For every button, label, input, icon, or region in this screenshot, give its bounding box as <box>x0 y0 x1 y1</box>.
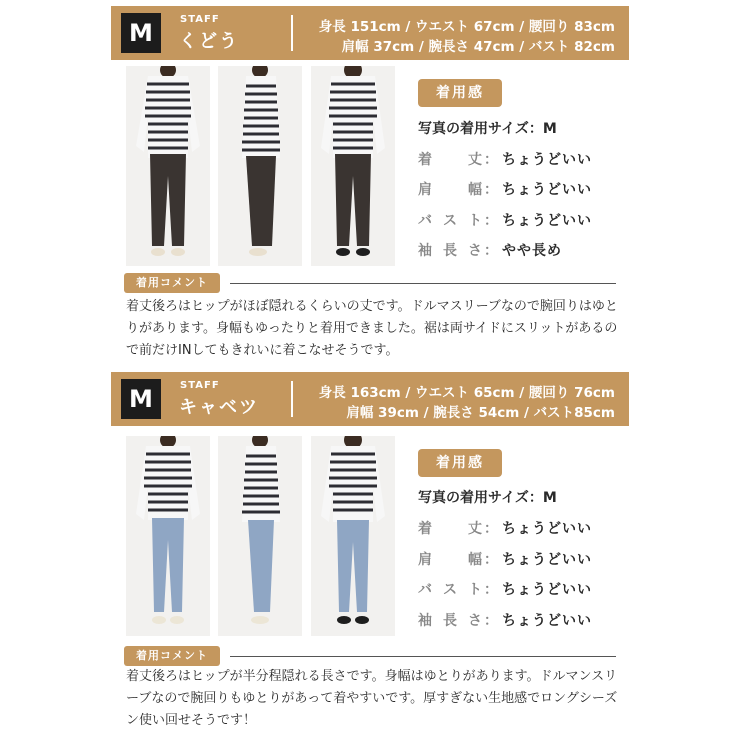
model-back-figure <box>311 436 395 636</box>
fit-row-bust: バ ス ト ： ちょうどいい <box>418 210 618 230</box>
size-badge: M <box>121 13 161 53</box>
model-back-figure <box>311 66 395 266</box>
staff-name: キャベツ <box>179 397 259 418</box>
photo-side <box>218 66 302 266</box>
fit-row-sleeve: 袖 長 さ ： やや長め <box>418 240 618 260</box>
fit-row-shoulder: 肩 幅 ： ちょうどいい <box>418 179 618 199</box>
photo-front <box>126 66 210 266</box>
measurements-line-1: 身長 151cm / ウエスト 67cm / 腰回り 83cm <box>318 19 615 35</box>
photo-side <box>218 436 302 636</box>
comment-divider <box>230 283 616 284</box>
staff-header <box>111 6 629 60</box>
fit-row-label: 肩 幅 <box>418 182 482 198</box>
fit-size-text: 写真の着用サイズ：M <box>418 490 557 506</box>
staff-header <box>111 372 629 426</box>
fit-row-label: 着 丈 <box>418 152 482 168</box>
fit-row-label: 袖 長 さ <box>418 243 482 259</box>
fit-row-value: ちょうどいい <box>502 552 592 568</box>
comment-divider <box>230 656 616 657</box>
photo-back <box>311 436 395 636</box>
fit-row-value: やや長め <box>502 243 562 259</box>
fit-row-label: バ ス ト <box>418 582 482 598</box>
measurements-line-2: 肩幅 37cm / 腕長さ 47cm / バスト 82cm <box>341 39 615 55</box>
staff-name: くどう <box>179 31 239 52</box>
photo-front <box>126 436 210 636</box>
fit-row-label: 袖 長 さ <box>418 613 482 629</box>
fit-row-value: ちょうどいい <box>502 213 592 229</box>
header-divider <box>291 381 293 417</box>
fit-size-text: 写真の着用サイズ：M <box>418 121 557 137</box>
fit-row-label: バ ス ト <box>418 213 482 229</box>
fit-row-bust: バ ス ト ： ちょうどいい <box>418 579 618 599</box>
comment-text: 着丈後ろはヒップが半分程隠れる長さです。身幅はゆとりがあります。ドルマンスリーブなので腕回りもゆとりがあって着やすいです。厚すぎない生地感でロングシーズン使い回せそうです！ <box>126 669 618 728</box>
fit-row-sleeve: 袖 長 さ ： ちょうどいい <box>418 610 618 630</box>
header-divider <box>291 15 293 51</box>
comment-badge: 着用コメント <box>124 646 220 666</box>
staff-section-2 <box>0 370 740 740</box>
fit-row-label: 着 丈 <box>418 521 482 537</box>
fit-row-label: 肩 幅 <box>418 552 482 568</box>
staff-label: STAFF <box>180 380 220 391</box>
model-side-figure <box>218 66 302 266</box>
fit-row-value: ちょうどいい <box>502 613 592 629</box>
comment-badge: 着用コメント <box>124 273 220 293</box>
staff-label: STAFF <box>180 14 220 25</box>
fit-row-value: ちょうどいい <box>502 582 592 598</box>
fit-row-value: ちょうどいい <box>502 521 592 537</box>
size-badge: M <box>121 379 161 419</box>
photo-back <box>311 66 395 266</box>
model-side-figure <box>218 436 302 636</box>
comment-text: 着丈後ろはヒップがほぼ隠れるくらいの丈です。ドルマスリーブなので腕回りはゆとりがあります。身幅もゆったりと着用できました。裾は両サイドにスリットがあるので前だけINしてもきれいに着こなせそうです。 <box>126 299 618 358</box>
model-front-figure <box>126 66 210 266</box>
measurements-line-1: 身長 163cm / ウエスト 65cm / 腰回り 76cm <box>318 385 615 401</box>
fit-badge: 着用感 <box>418 79 502 107</box>
fit-row-value: ちょうどいい <box>502 152 592 168</box>
model-front-figure <box>126 436 210 636</box>
fit-row-shoulder: 肩 幅 ： ちょうどいい <box>418 549 618 569</box>
fit-badge: 着用感 <box>418 449 502 477</box>
fit-row-length: 着 丈 ： ちょうどいい <box>418 518 618 538</box>
measurements-line-2: 肩幅 39cm / 腕長さ 54cm / バスト85cm <box>346 405 615 421</box>
fit-row-length: 着 丈 ： ちょうどいい <box>418 149 618 169</box>
fit-row-value: ちょうどいい <box>502 182 592 198</box>
